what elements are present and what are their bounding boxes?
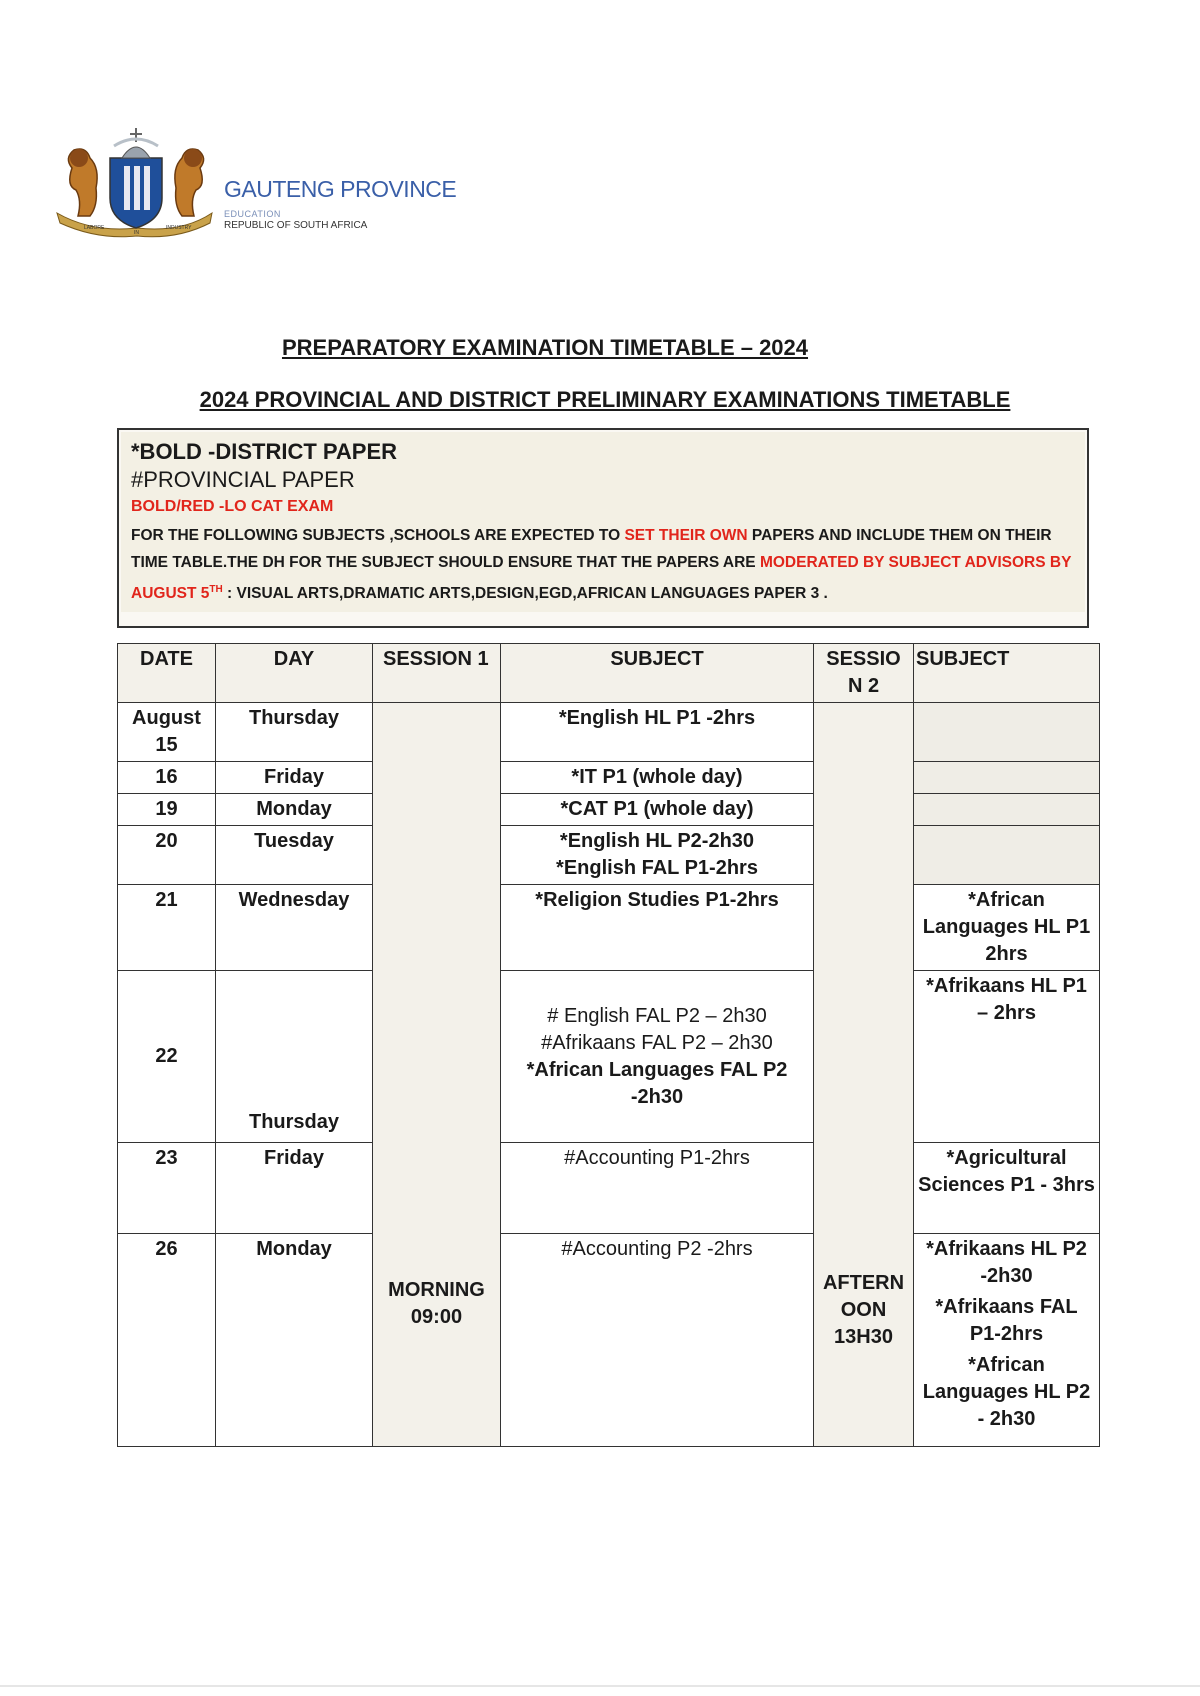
subject-line: #Afrikaans FAL P2 – 2h30 [541,1031,773,1054]
day-cell: Monday [216,1234,373,1447]
subject-line: *English HL P2-2h30 [559,830,755,852]
morning-subject-cell: *English HL P1 -2hrs [501,703,814,762]
table-row [118,762,1100,794]
table-header-row [118,644,1100,703]
scan-edge [0,1685,1200,1687]
legend-box [117,428,1089,628]
svg-text:IN: IN [134,230,139,236]
date-cell: 20 [118,826,216,885]
svg-text:INDUSTRY: INDUSTRY [166,225,192,231]
date-cell: 22 [118,971,216,1143]
day-cell: Thursday [216,971,373,1143]
legend-note [131,522,1075,607]
logo-text [224,176,456,231]
afternoon-subject-cell [914,762,1100,794]
afternoon-subject-cell: *African Languages HL P1 2hrs [914,885,1100,971]
table-row [118,703,1100,762]
exam-timetable [117,643,1100,1447]
date-cell: August 15 [118,703,216,762]
session1-label: MORNING [388,1279,485,1301]
page-subtitle: 2024 PROVINCIAL AND DISTRICT PRELIMINARY EXAMINATIONS TIMETABLE [199,387,1011,412]
date-cell: 16 [118,762,216,794]
logo-title: GAUTENG PROVINCE [224,176,457,202]
morning-subject-cell: #Accounting P2 -2hrs [501,1234,814,1447]
legend-note-highlight: MODERATED BY SUBJECT ADVISORS BY AUGUST 5 [131,554,1072,603]
morning-subject-cell: #Accounting P1-2hrs [501,1143,814,1234]
coat-of-arms-icon [52,128,222,248]
legend-note-superscript: TH [209,584,223,595]
date-cell: 26 [118,1234,216,1447]
page-title: PREPARATORY EXAMINATION TIMETABLE – 2024 [281,335,809,360]
table-row [118,826,1100,885]
morning-subject-cell: *CAT P1 (whole day) [501,794,814,826]
legend-note-text: PAPERS AND INCLUDE THEM ON THEIR TIME TABLE.THE DH FOR THE SUBJECT SHOULD ENSURE THAT THE PAPERS ARE [131,527,1052,571]
morning-subject-cell [501,826,814,885]
day-cell: Friday [216,1143,373,1234]
session2-label: AFTERN OON [822,1272,905,1321]
session2-cell [814,703,914,1447]
legend-provincial: #PROVINCIAL PAPER [131,467,355,492]
gauteng-logo [52,128,457,248]
afternoon-subject-cell: *Agricultural Sciences P1 - 3hrs [914,1143,1100,1234]
afternoon-subject-cell [914,1234,1100,1447]
table-row [118,794,1100,826]
legend-note-text: : VISUAL ARTS,DRAMATIC ARTS,DESIGN,EGD,AFRICAN LANGUAGES PAPER 3 . [222,585,828,603]
subject-line: *African Languages HL P2 - 2h30 [922,1354,1091,1430]
header-session1: SESSION 1 [373,644,501,703]
day-cell: Monday [216,794,373,826]
table-row [118,971,1100,1143]
legend-note-text: FOR THE FOLLOWING SUBJECTS ,SCHOOLS ARE EXPECTED TO [131,527,625,544]
day-cell: Tuesday [216,826,373,885]
svg-text:LABORE: LABORE [84,225,105,231]
subject-line: *Afrikaans FAL P1-2hrs [935,1296,1078,1345]
subject-line: *Afrikaans HL P2 -2h30 [926,1238,1087,1287]
legend-lo-cat: BOLD/RED -LO CAT EXAM [131,498,334,515]
subject-line: # English FAL P2 – 2h30 [547,1004,767,1027]
legend-district: *BOLD -DISTRICT PAPER [131,439,398,464]
header-session2: SESSIO N 2 [814,644,914,703]
header-day: DAY [216,644,373,703]
header-subject2: SUBJECT [914,644,1100,703]
table-row [118,885,1100,971]
date-cell: 21 [118,885,216,971]
afternoon-subject-cell: *Afrikaans HL P1 – 2hrs [914,971,1100,1143]
afternoon-subject-cell [914,794,1100,826]
session1-cell [373,703,501,1447]
date-cell: 23 [118,1143,216,1234]
legend-note-highlight: SET THEIR OWN [624,527,748,544]
subject-line: *African Languages FAL P2 -2h30 [526,1058,788,1108]
logo-country: REPUBLIC OF SOUTH AFRICA [224,220,368,231]
day-cell: Wednesday [216,885,373,971]
session2-time: 13H30 [834,1326,893,1348]
table-row [118,1234,1100,1447]
afternoon-subject-cell [914,826,1100,885]
subject-line: *English FAL P1-2hrs [556,857,758,879]
session1-time: 09:00 [410,1306,463,1328]
day-cell: Friday [216,762,373,794]
header-subject1: SUBJECT [501,644,814,703]
logo-subtitle: EDUCATION [224,209,281,219]
header-date: DATE [118,644,216,703]
afternoon-subject-cell [914,703,1100,762]
table-row [118,1143,1100,1234]
date-cell: 19 [118,794,216,826]
day-cell: Thursday [216,703,373,762]
morning-subject-cell: *IT P1 (whole day) [501,762,814,794]
morning-subject-cell [501,971,814,1143]
morning-subject-cell: *Religion Studies P1-2hrs [501,885,814,971]
